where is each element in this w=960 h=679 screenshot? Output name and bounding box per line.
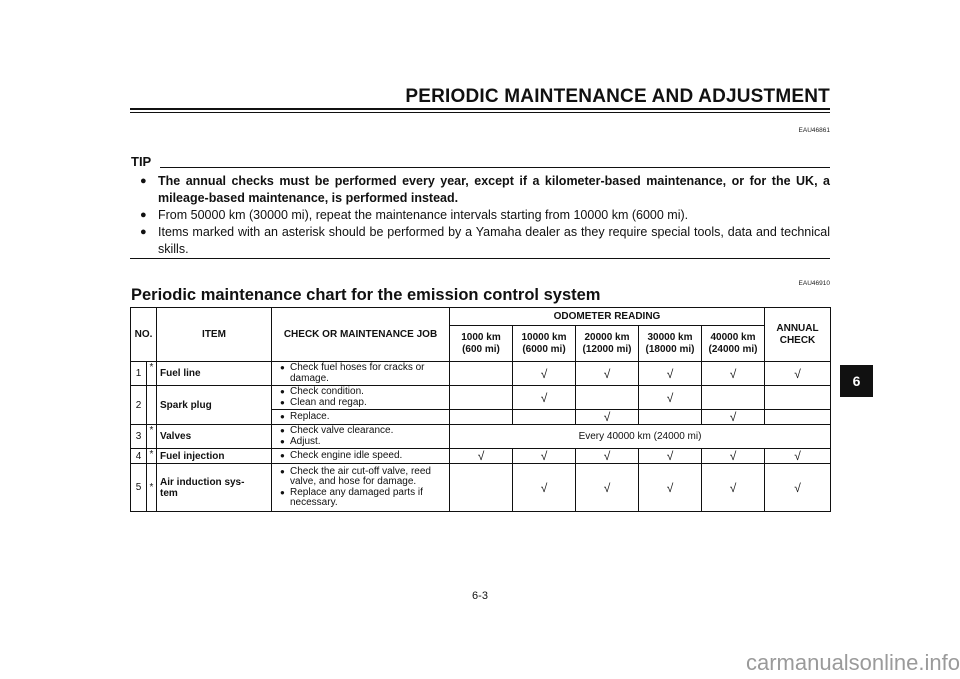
tip-item [140, 207, 830, 224]
check-cell: √ [639, 362, 702, 386]
interval-header [576, 326, 639, 362]
row-item: Fuel line [157, 362, 272, 386]
col-header-job: CHECK OR MAINTENANCE JOB [272, 308, 450, 362]
check-cell [702, 386, 765, 410]
tip-bottom-rule [130, 258, 830, 259]
check-cell: √ [639, 449, 702, 464]
job-text [290, 488, 423, 509]
check-cell: √ [576, 449, 639, 464]
row-job [272, 425, 450, 449]
interval-mi: (6000 mi) [522, 343, 566, 355]
check-cell [513, 410, 576, 425]
bullet-icon: ● [280, 487, 285, 497]
row-item: Spark plug [157, 386, 272, 425]
check-cell: √ [765, 449, 831, 464]
table-row [131, 425, 831, 449]
check-cell: √ [513, 386, 576, 410]
check-cell: √ [639, 386, 702, 410]
annual-check-label: ANNUAL CHECK [776, 322, 819, 346]
interval-header [450, 326, 513, 362]
check-cell: √ [450, 449, 513, 464]
interval-mi: (24000 mi) [708, 343, 758, 355]
interval-km: 40000 km [710, 331, 756, 343]
check-cell: √ [513, 362, 576, 386]
page-header-title: PERIODIC MAINTENANCE AND ADJUSTMENT [405, 86, 830, 107]
watermark: carmanualsonline.info [745, 650, 960, 675]
check-cell: √ [576, 410, 639, 425]
maintenance-chart-table [130, 307, 831, 512]
bullet-icon: ● [140, 209, 147, 221]
bullet-icon: ● [280, 450, 285, 460]
row-item: Valves [157, 425, 272, 449]
col-header-annual [765, 308, 831, 362]
job-text-line: necessary. [290, 497, 338, 508]
job-text: Clean and regap. [290, 396, 367, 408]
row-item [157, 464, 272, 512]
check-cell: √ [576, 464, 639, 512]
bullet-icon: ● [280, 466, 285, 476]
interval-km: 10000 km [521, 331, 567, 343]
check-cell [450, 410, 513, 425]
row-number: 2 [131, 386, 147, 425]
job-text-line: valve, and hose for damage. [290, 476, 417, 487]
interval-header [639, 326, 702, 362]
job-text: Check condition. [290, 386, 364, 397]
bullet-icon: ● [280, 411, 285, 421]
interval-header [702, 326, 765, 362]
interval-km: 20000 km [584, 331, 630, 343]
interval-km: 1000 km [461, 331, 501, 343]
row-asterisk [147, 386, 157, 425]
table-row [131, 386, 831, 410]
col-header-item: ITEM [157, 308, 272, 362]
col-header-no: NO. [131, 308, 157, 362]
row-job [272, 386, 450, 410]
row-asterisk: * [147, 362, 157, 386]
job-text: Adjust. [290, 435, 321, 447]
interval-mi: (600 mi) [462, 343, 500, 355]
row-number: 1 [131, 362, 147, 386]
interval-mi: (12000 mi) [582, 343, 632, 355]
tip-item-text: The annual checks must be performed every year, except if a kilometer-based maintenance, or for the UK, a mileage-based maintenance, is performed instead. [158, 174, 830, 205]
check-cell [450, 386, 513, 410]
chapter-tab: 6 [840, 365, 873, 397]
row-job [272, 362, 450, 386]
tip-item-text: Items marked with an asterisk should be performed by a Yamaha dealer as they require special tools, data and technical skills. [158, 225, 830, 256]
check-cell [639, 410, 702, 425]
page-number: 6-3 [472, 590, 488, 602]
row-number: 3 [131, 425, 147, 449]
tip-item [140, 224, 830, 258]
job-text-line: damage. [290, 372, 329, 384]
job-text-line: Check fuel hoses for cracks or [290, 362, 425, 373]
row-job [272, 449, 450, 464]
check-cell [765, 410, 831, 425]
job-text [290, 467, 431, 488]
row-number: 5 [131, 464, 147, 512]
row-job [272, 410, 450, 425]
check-cell: √ [702, 410, 765, 425]
valves-interval-span: Every 40000 km (24000 mi) [450, 425, 831, 449]
bullet-icon: ● [140, 226, 147, 238]
interval-header [513, 326, 576, 362]
bullet-icon: ● [280, 436, 285, 446]
check-cell: √ [576, 362, 639, 386]
check-cell: √ [765, 362, 831, 386]
bullet-icon: ● [140, 175, 147, 187]
tip-item-text: From 50000 km (30000 mi), repeat the maintenance intervals starting from 10000 km (6000 mi). [158, 208, 689, 222]
header-rule-thin [130, 112, 830, 113]
job-text-line: Check the air cut-off valve, reed [290, 465, 431, 477]
row-number: 4 [131, 449, 147, 464]
table-row [131, 362, 831, 386]
row-asterisk: * [147, 464, 157, 512]
job-text-line: Replace any damaged parts if [290, 486, 423, 498]
job-text [290, 363, 425, 384]
section-title: Periodic maintenance chart for the emission control system [131, 286, 601, 304]
tip-label: TIP [131, 154, 152, 169]
job-text: Check valve clearance. [290, 425, 394, 436]
col-header-odometer: ODOMETER READING [450, 308, 765, 326]
table-row [131, 449, 831, 464]
check-cell: √ [702, 464, 765, 512]
item-text-line: tem [160, 487, 178, 499]
item-text-line: Air induction sys- [160, 476, 245, 488]
tip-top-rule [160, 167, 830, 168]
bullet-icon: ● [280, 397, 285, 407]
interval-km: 30000 km [647, 331, 693, 343]
bullet-icon: ● [280, 387, 285, 396]
job-text: Replace. [290, 410, 330, 422]
table-row [131, 464, 831, 512]
check-cell [765, 386, 831, 410]
row-asterisk: * [147, 425, 157, 449]
row-item: Fuel injection [157, 449, 272, 464]
check-cell [450, 362, 513, 386]
tip-reference-code: EAU46861 [798, 127, 830, 134]
row-job [272, 464, 450, 512]
table-header-row [131, 308, 831, 326]
check-cell: √ [513, 449, 576, 464]
interval-mi: (18000 mi) [645, 343, 695, 355]
bullet-icon: ● [280, 426, 285, 435]
bullet-icon: ● [280, 363, 285, 372]
row-asterisk: * [147, 449, 157, 464]
check-cell: √ [639, 464, 702, 512]
header-rule [130, 108, 830, 110]
check-cell: √ [765, 464, 831, 512]
check-cell: √ [702, 362, 765, 386]
check-cell: √ [513, 464, 576, 512]
job-text: Check engine idle speed. [290, 449, 403, 461]
check-cell [450, 464, 513, 512]
chart-reference-code: EAU46910 [798, 280, 830, 287]
check-cell: √ [702, 449, 765, 464]
check-cell [576, 386, 639, 410]
tip-item [140, 173, 830, 207]
